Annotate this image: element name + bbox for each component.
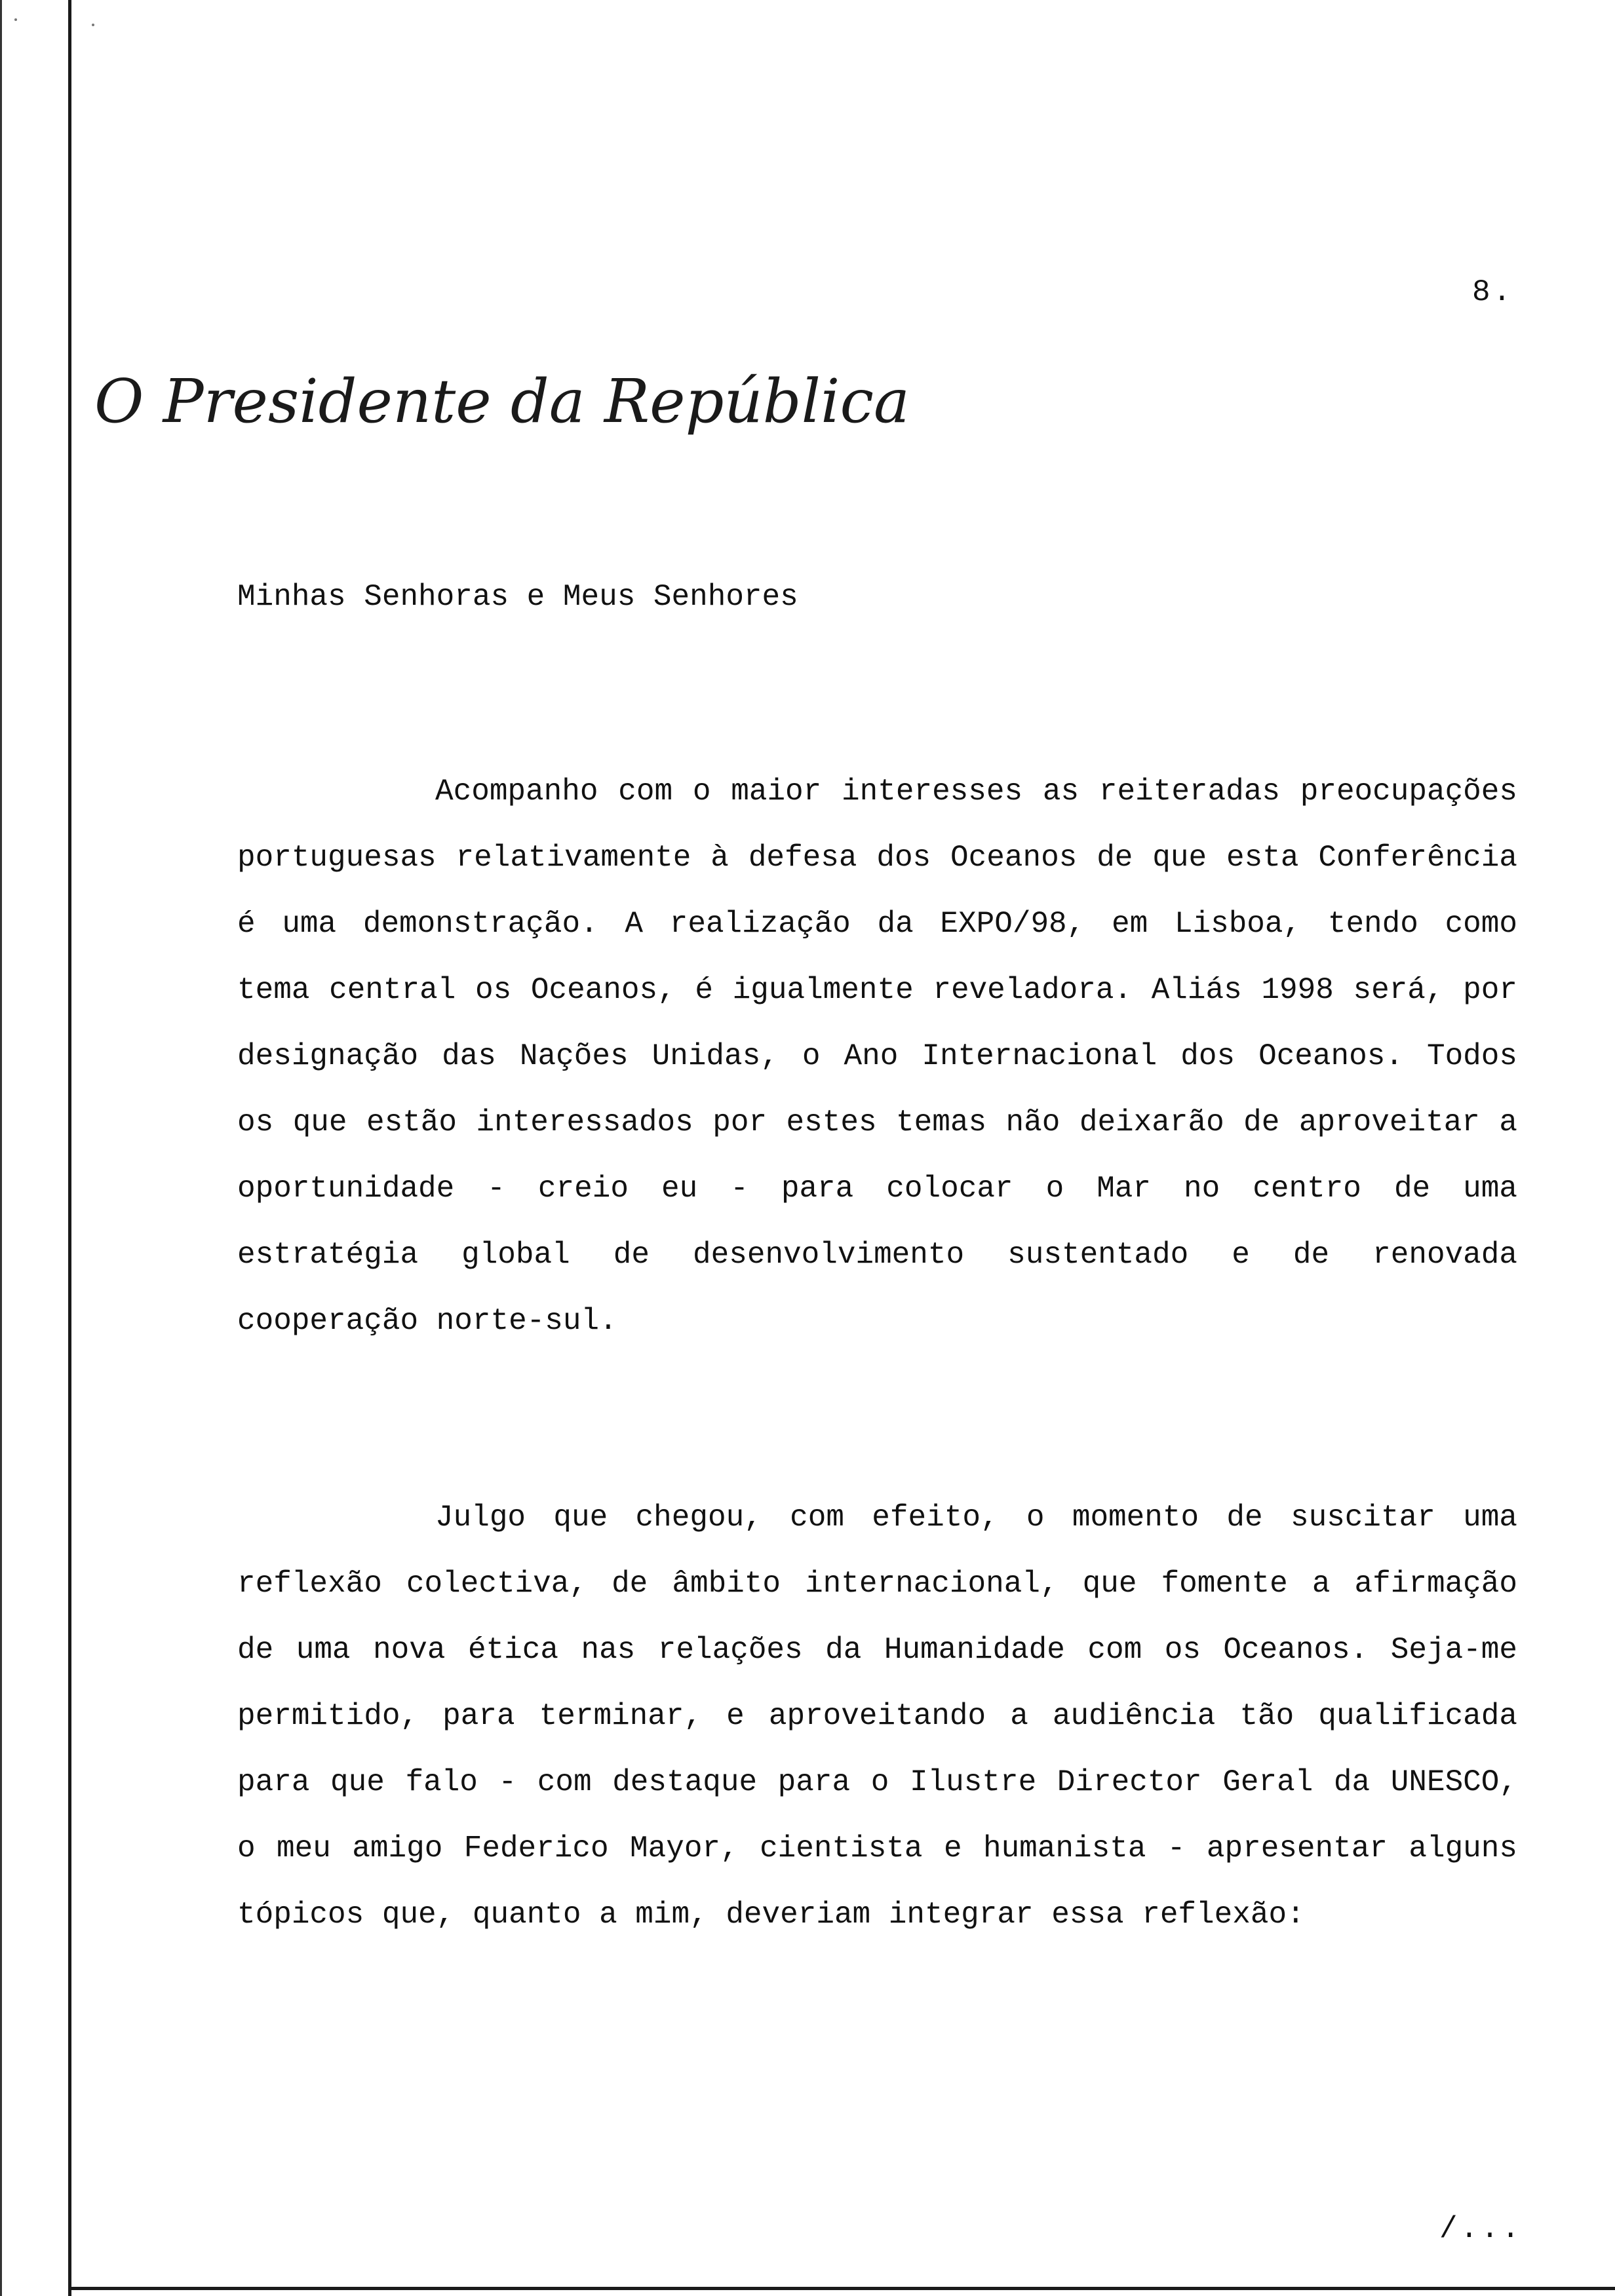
page-number: 8. bbox=[1472, 275, 1514, 309]
scan-edge-left bbox=[0, 0, 2, 2296]
salutation: Minhas Senhoras e Meus Senhores bbox=[237, 580, 798, 614]
scan-speck bbox=[92, 24, 94, 26]
body-paragraph: Acompanho com o maior interesses as reiteradas preocupações portuguesas relativamente à defesa dos Oceanos de que esta Conferência é uma demonstração. A realização da EXPO/98, em Lisboa, tendo como tema central os Oceanos, é igualmente reveladora. Aliás 1998 será, por designação das Nações Unidas, o Ano Internacional dos Oceanos. Todos os que estão interessados por estes temas não deixarão de aproveitar a oportunidade - creio eu - para colocar o Mar no centro de uma estratégia global de desenvolvimento sustentado e de renovada cooperação norte-sul. bbox=[237, 775, 1517, 1338]
letterhead-text: O Presidente da República bbox=[94, 366, 910, 436]
scan-border-bottom bbox=[68, 2287, 1615, 2290]
scan-border-left bbox=[68, 0, 71, 2296]
continuation-mark: /... bbox=[1439, 2212, 1523, 2246]
body-paragraph: Julgo que chegou, com efeito, o momento de suscitar uma reflexão colectiva, de âmbito internacional, que fomente a afirmação de uma nova ética nas relações da Humanidade com os Oceanos. Seja-me permitido, para terminar, e aproveitando a audiência tão qualificada para que falo - com destaque para o Ilustre Director Geral da UNESCO, o meu amigo Federico Mayor, cientista e humanista - apresentar alguns tópicos que, quanto a mim, deveriam integrar essa reflexão: bbox=[237, 1501, 1517, 1932]
scan-speck bbox=[14, 18, 17, 21]
letterhead-script bbox=[92, 354, 910, 446]
